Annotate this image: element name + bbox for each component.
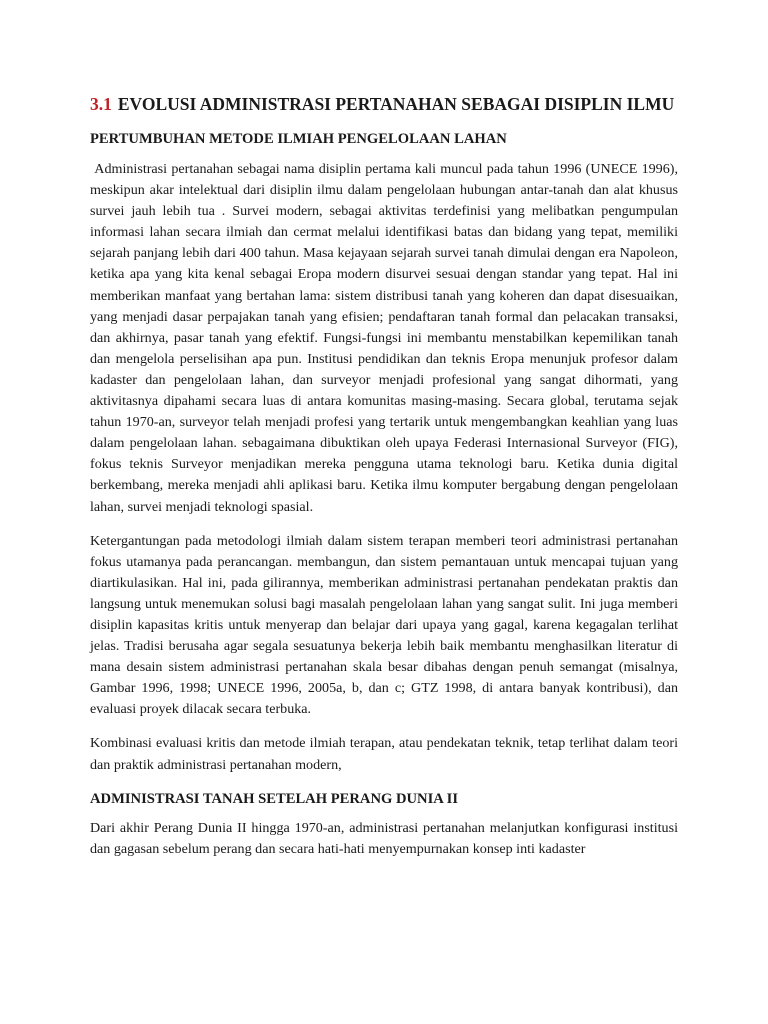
chapter-title (90, 92, 678, 116)
paragraph: Ketergantungan pada metodologi ilmiah dalam sistem terapan memberi teori administrasi pertanahan fokus utamanya pada perancangan. membangun, dan sistem pemantauan untuk mencapai tujuan yang diartikulasikan. Hal ini, pada gilirannya, memberikan administrasi pertanahan pendekatan praktis dan langsung untuk menemukan solusi bagi masalah pengelolaan lahan yang sangat sulit. Ini juga memberi disiplin kapasitas kritis untuk menyerap dan belajar dari upaya yang gagal, karena kegagalan terlihat jelas. Tradisi berusaha agar segala sesuatunya bekerja lebih baik membantu menghasilkan literatur di mana desain sistem administrasi pertanahan skala besar dibahas dengan penuh semangat (misalnya, Gambar 1996, 1998; UNECE 1996, 2005a, b, dan c; GTZ 1998, di antara banyak kontribusi), dan evaluasi proyek dilacak secara terbuka. (90, 532, 678, 718)
section-heading-metode-ilmiah: PERTUMBUHAN METODE ILMIAH PENGELOLAAN LAHAN (90, 131, 507, 147)
paragraph: Dari akhir Perang Dunia II hingga 1970-an, administrasi pertanahan melanjutkan konfigurasi institusi dan gagasan sebelum perang dan secara hati-hati menyempurnakan konsep inti kadaster (90, 819, 678, 857)
document-page (90, 92, 678, 873)
section-heading-perang-dunia: ADMINISTRASI TANAH SETELAH PERANG DUNIA II (90, 790, 459, 807)
paragraph: Kombinasi evaluasi kritis dan metode ilmiah terapan, atau pendekatan teknik, tetap terlihat dalam teori dan praktik administrasi pertanahan modern, (90, 735, 678, 773)
paragraph: Administrasi pertanahan sebagai nama disiplin pertama kali muncul pada tahun 1996 (UNECE 1996), meskipun akar intelektual dari disiplin ilmu dalam pengelolaan hubungan antar-tanah dan alat khusus survei jauh lebih tua . Survei modern, sebagai aktivitas terdefinisi yang melibatkan pengumpulan informasi lahan secara ilmiah dan cermat melalui identifikasi batas dan bidang yang tepat, memiliki sejarah panjang lebih dari 400 tahun. Masa kejayaan sejarah survei tanah dimulai dengan era Napoleon, ketika apa yang kita kenal sebagai Eropa modern disurvei sesuai dengan standar yang tepat. Hal ini memberikan manfaat yang bertahan lama: sistem distribusi tanah yang koheren dan dapat disesuaikan, yang menjadi dasar perpajakan tanah yang efisien; pendaftaran tanah formal dan pelacakan transaksi, dan akhirnya, pasar tanah yang efektif. Fungsi-fungsi ini membantu menstabilkan kepemilikan tanah dan mengelola perselisihan apa pun. Institusi pendidikan dan teknis Eropa menunjuk profesor dalam kadaster dan pengelolaan lahan, dan surveyor menjadi profesional yang sangat dihormati, yang aktivitasnya dipahami secara luas di antara komunitas masing-masing. Secara global, terutama sejak tahun 1970-an, surveyor telah menjadi profesi yang tertarik untuk mengembangkan keahlian yang luas dalam pengelolaan lahan. sebagaimana dibuktikan oleh upaya Federasi Internasional Surveyor (FIG), fokus teknis Surveyor menjadikan mereka pengguna utama teknologi baru. Ketika dunia digital berkembang, mereka menjadi ahli aplikasi baru. Ketika ilmu komputer bergabung dengan pengelolaan lahan, survei menjadi teknologi spasial. (90, 161, 678, 515)
chapter-number: 3.1 (90, 94, 112, 114)
chapter-title-text: EVOLUSI ADMINISTRASI PERTANAHAN SEBAGAI DISIPLIN ILMU (117, 94, 675, 114)
